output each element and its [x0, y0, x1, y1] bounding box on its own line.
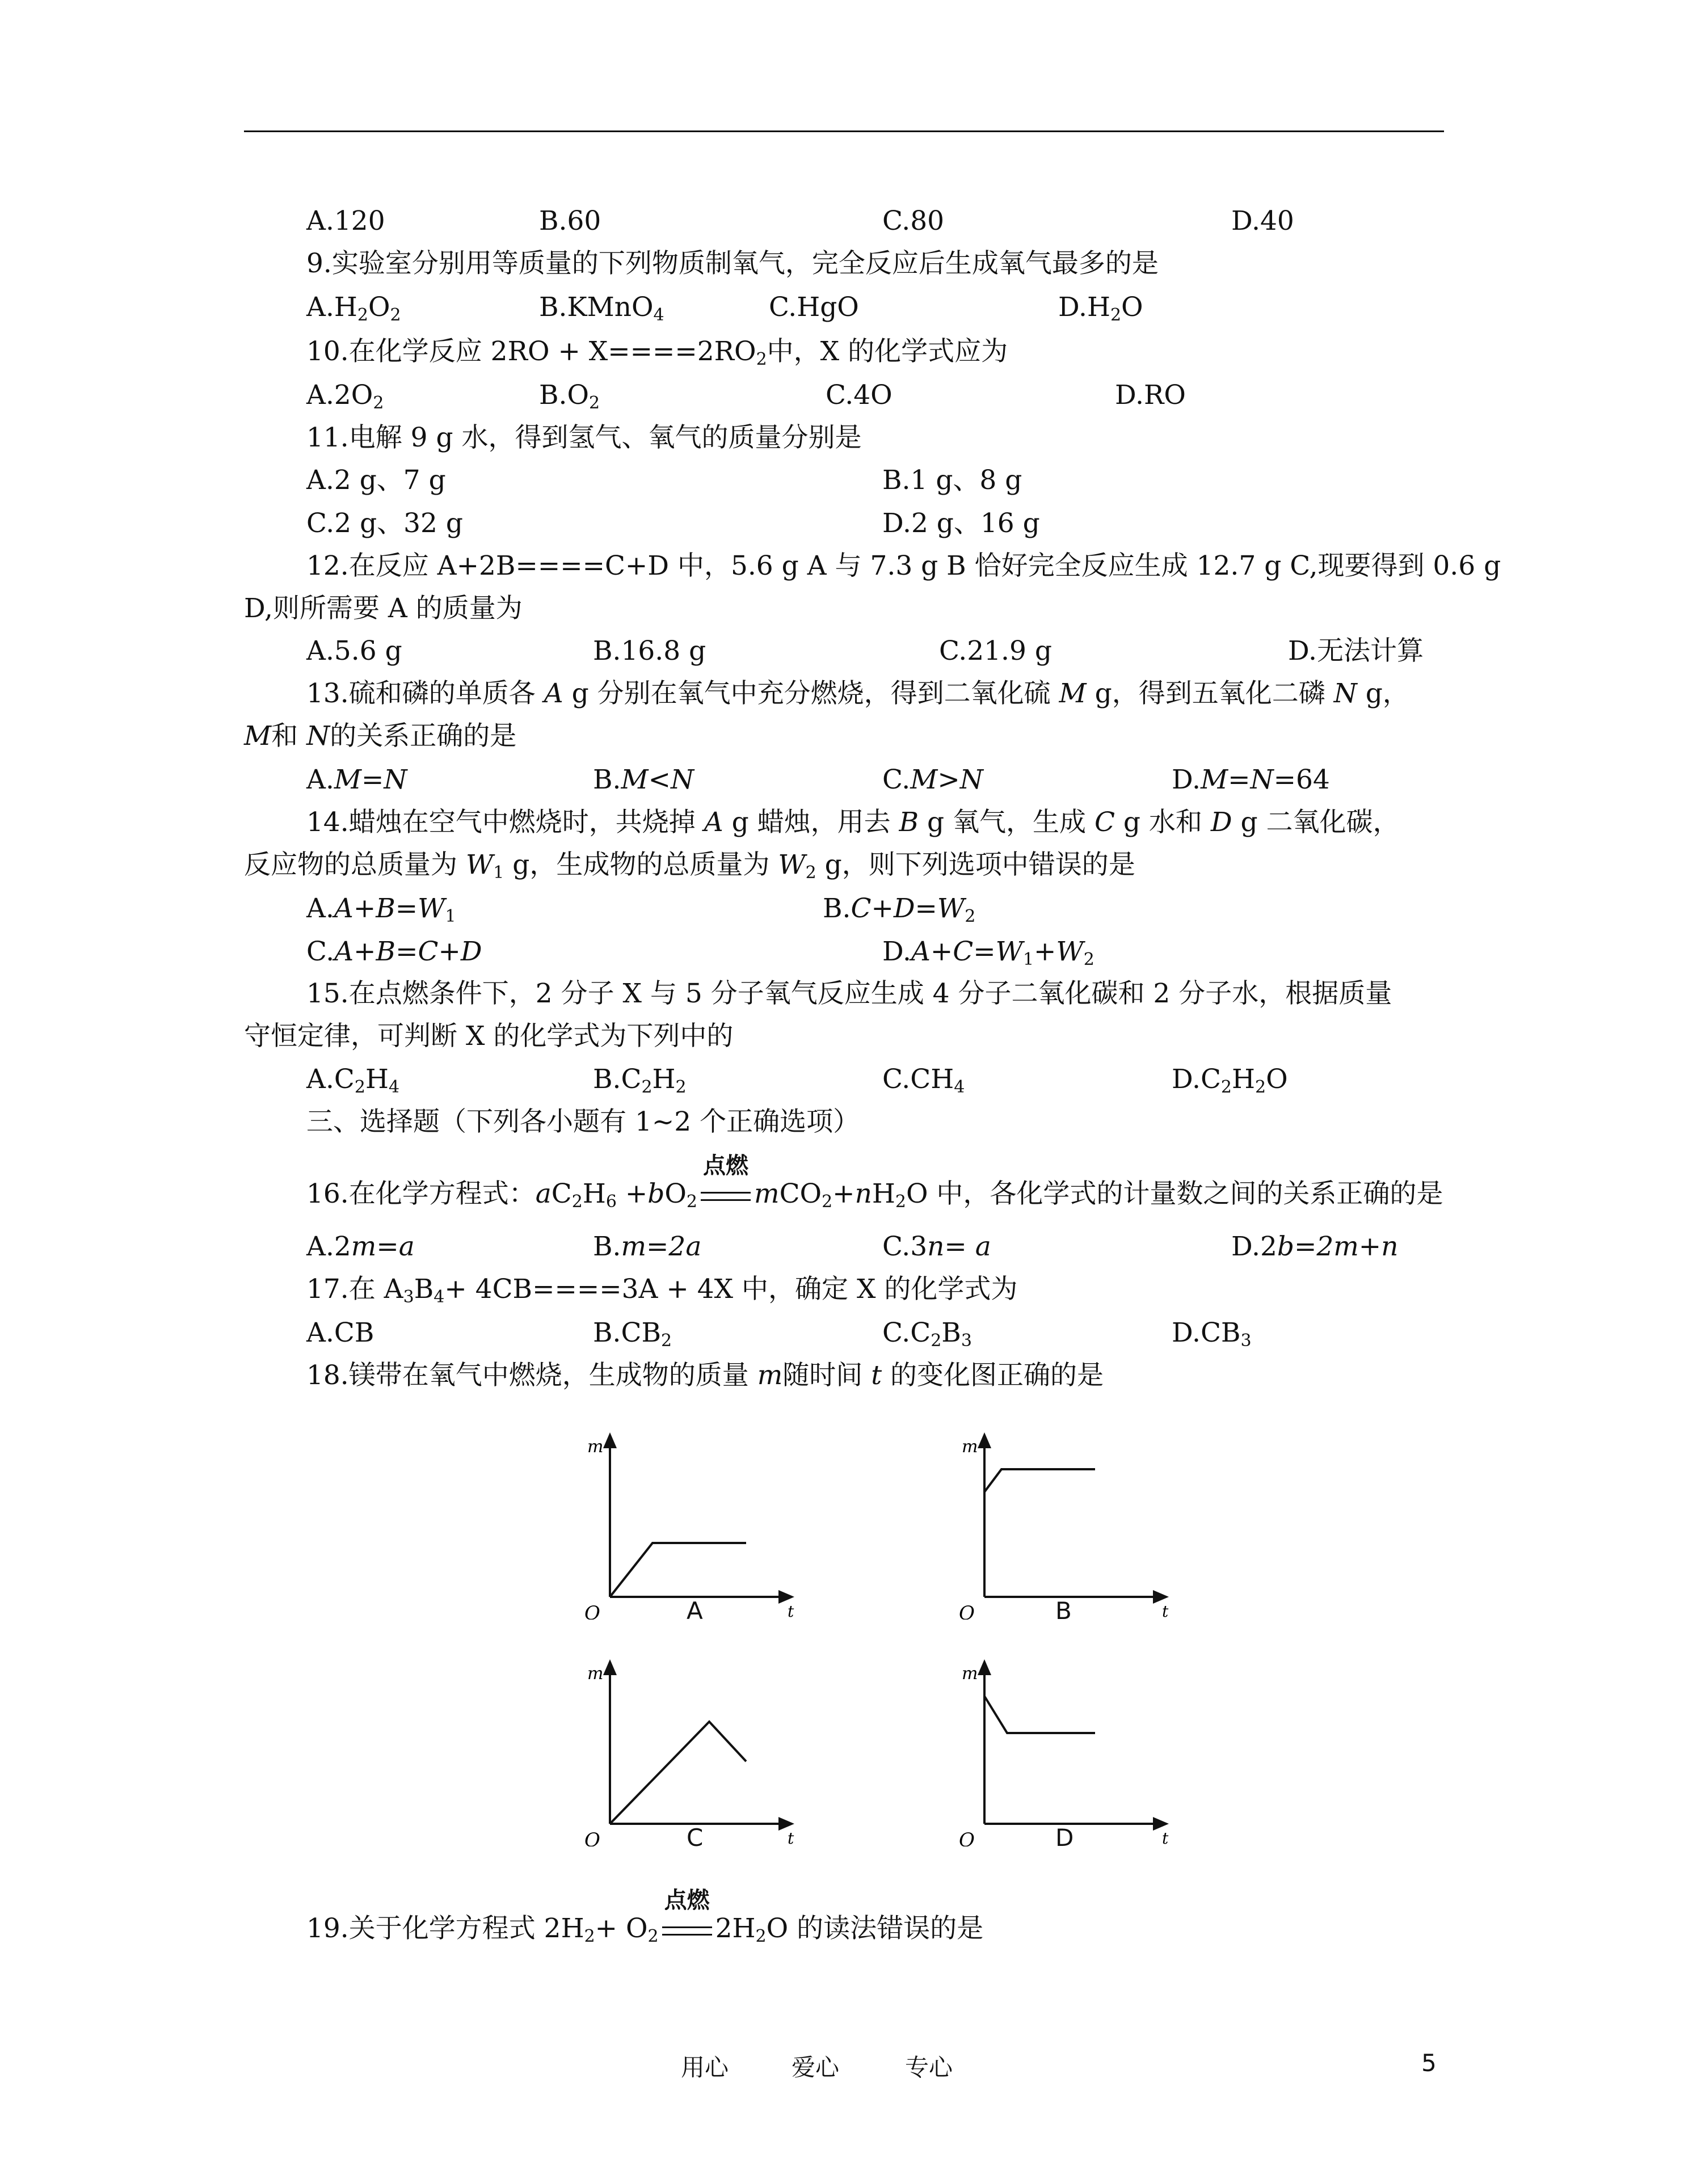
q8-option-b: B.60: [539, 205, 601, 237]
section-3-heading: 三、选择题（下列各小题有 1~2 个正确选项）: [306, 1106, 860, 1137]
graph-c-y-label: m: [587, 1664, 604, 1684]
graph-c-label: C: [687, 1824, 704, 1852]
reaction-condition-arrow: 点燃: [697, 1177, 754, 1211]
q17-option-b: $B.CB_2$: [593, 1317, 672, 1351]
graph-b-curve: [984, 1469, 1095, 1492]
q12-stem-line2: D,则所需要 A 的质量为: [244, 593, 523, 624]
q13-option-b: B.M<N: [593, 764, 694, 795]
q12-option-a: A.5.6 g: [306, 635, 402, 667]
graph-d-y-label: m: [962, 1664, 978, 1684]
q11-option-c: C.2 g、32 g: [306, 508, 463, 539]
q12-option-d: D.无法计算: [1288, 635, 1424, 667]
q8-option-c: C.80: [882, 205, 945, 237]
graph-b: [959, 1427, 1186, 1620]
q16-stem: 16.在化学方程式：$aC_2H_6 +bO_2$ 点燃 $mCO_2+nH_2O$ 中，各化学式的计量数之间的关系正确的是: [306, 1153, 1443, 1212]
graph-d: [959, 1654, 1186, 1846]
q8-option-d: D.40: [1231, 205, 1294, 237]
q17-option-d: $D.CB_3$: [1172, 1317, 1252, 1351]
reaction-condition-arrow: 点燃: [659, 1912, 715, 1946]
q10-option-d: D.RO: [1115, 380, 1186, 411]
q9-option-b: B.KMnO$_4$: [539, 292, 664, 325]
footer-item-2: 爱心: [792, 2054, 840, 2081]
graph-b-label: B: [1055, 1597, 1072, 1625]
graph-c-origin: O: [584, 1829, 600, 1846]
q9-option-c: C.HgO: [769, 292, 859, 323]
q10-stem: 10.在化学反应 $2RO + X====2RO_2$中，X 的化学式应为: [306, 336, 1008, 369]
q15-option-d: $D.C_2H_2O$: [1172, 1064, 1288, 1097]
q14-option-b: $B.C+D=W_2$: [823, 893, 976, 926]
graph-a: [584, 1427, 811, 1620]
graph-a-x-label: t: [788, 1602, 794, 1620]
q13-stem-line1: 13.硫和磷的单质各 A g 分别在氧气中充分燃烧，得到二氧化硫 M g，得到五氧化二磷 N g，: [306, 678, 1409, 709]
graph-b-y-label: m: [962, 1437, 978, 1457]
q11-option-a: A.2 g、7 g: [306, 465, 446, 496]
graph-a-curve: [610, 1543, 746, 1597]
q10-option-c: C.4O: [826, 380, 893, 411]
graph-a-y-label: m: [587, 1437, 604, 1457]
q8-option-a: A.120: [306, 205, 385, 237]
q13-option-c: C.M>N: [882, 764, 983, 795]
q12-stem-line1: 12.在反应 A+2B====C+D 中，5.6 g A 与 7.3 g B 恰好完全反应生成 12.7 g C,现要得到 0.6 g: [306, 550, 1501, 581]
q14-option-c: C.A+B=C+D: [306, 936, 482, 967]
q15-option-b: $B.C_2H_2$: [593, 1064, 687, 1097]
q11-option-d: D.2 g、16 g: [882, 508, 1040, 539]
graph-c: [584, 1654, 811, 1846]
q9-stem: 9.实验室分别用等质量的下列物质制氧气，完全反应后生成氧气最多的是: [306, 248, 1159, 279]
q13-option-d: D.M=N=64: [1172, 764, 1330, 795]
q10-option-a: $A.2O_2$: [306, 380, 384, 413]
q10-option-b: $B.O_2$: [539, 380, 600, 413]
graph-d-origin: O: [959, 1829, 975, 1846]
q16-option-c: C.3n= a: [882, 1231, 991, 1262]
footer-item-1: 用心: [681, 2054, 729, 2081]
q12-option-c: C.21.9 g: [939, 635, 1052, 667]
q17-stem: 17.在 $A_3B_4+ 4CB====3A + 4X$ 中，确定 X 的化学式为: [306, 1274, 1018, 1307]
graph-c-x-label: t: [788, 1829, 794, 1846]
graph-a-origin: O: [584, 1602, 600, 1620]
q9-option-a: $A.H_2O_2$: [306, 292, 401, 325]
header-rule: [244, 130, 1444, 132]
q14-stem-line1: 14.蜡烛在空气中燃烧时，共烧掉 A g 蜡烛，用去 B g 氧气，生成 C g 水和 D g 二氧化碳，: [306, 807, 1400, 838]
q18-stem: 18.镁带在氧气中燃烧，生成物的质量 m随时间 t 的变化图正确的是: [306, 1360, 1104, 1391]
graph-c-curve: [610, 1722, 746, 1824]
q11-stem: 11.电解 9 g 水，得到氢气、氧气的质量分别是: [306, 422, 862, 453]
q14-stem-line2: 反应物的总质量为 $W_1$ g，生成物的总质量为 $W_2$ g，则下列选项中错误的是: [244, 849, 1135, 883]
graph-d-curve: [984, 1696, 1095, 1733]
q13-option-a: A.M=N: [306, 764, 407, 795]
q16-option-a: A.2m=a: [306, 1231, 415, 1262]
page-number: 5: [1421, 2049, 1437, 2077]
q15-option-a: $A.C_2H_4$: [306, 1064, 400, 1097]
q17-option-c: $C.C_2B_3$: [882, 1317, 972, 1351]
q13-stem-line2: M和 N的关系正确的是: [244, 720, 517, 752]
graph-d-x-label: t: [1162, 1829, 1169, 1846]
footer-item-3: 专心: [905, 2054, 953, 2081]
q15-option-c: $C.CH_4$: [882, 1064, 965, 1097]
q16-option-d: D.2b=2m+n: [1231, 1231, 1399, 1262]
q11-option-b: B.1 g、8 g: [882, 465, 1022, 496]
q12-option-b: B.16.8 g: [593, 635, 706, 667]
q17-option-a: A.CB: [306, 1317, 374, 1348]
graph-a-label: A: [687, 1597, 703, 1625]
graph-b-origin: O: [959, 1602, 975, 1620]
q19-stem: 19.关于化学方程式 $2H_2+ O_2$ 点燃 $2H_2O$ 的读法错误的是: [306, 1887, 984, 1946]
q14-option-a: $A.A+B=W_1$: [306, 893, 456, 926]
graph-d-label: D: [1055, 1824, 1074, 1852]
q16-option-b: B.m=2a: [593, 1231, 702, 1262]
q14-option-d: $D.A+C=W_1+W_2$: [882, 936, 1095, 969]
q15-stem-line1: 15.在点燃条件下，2 分子 X 与 5 分子氧气反应生成 4 分子二氧化碳和 2 分子水，根据质量: [306, 978, 1392, 1009]
q15-stem-line2: 守恒定律，可判断 X 的化学式为下列中的: [244, 1021, 734, 1052]
graph-b-x-label: t: [1162, 1602, 1169, 1620]
q9-option-d: $D.H_2O$: [1058, 292, 1143, 325]
